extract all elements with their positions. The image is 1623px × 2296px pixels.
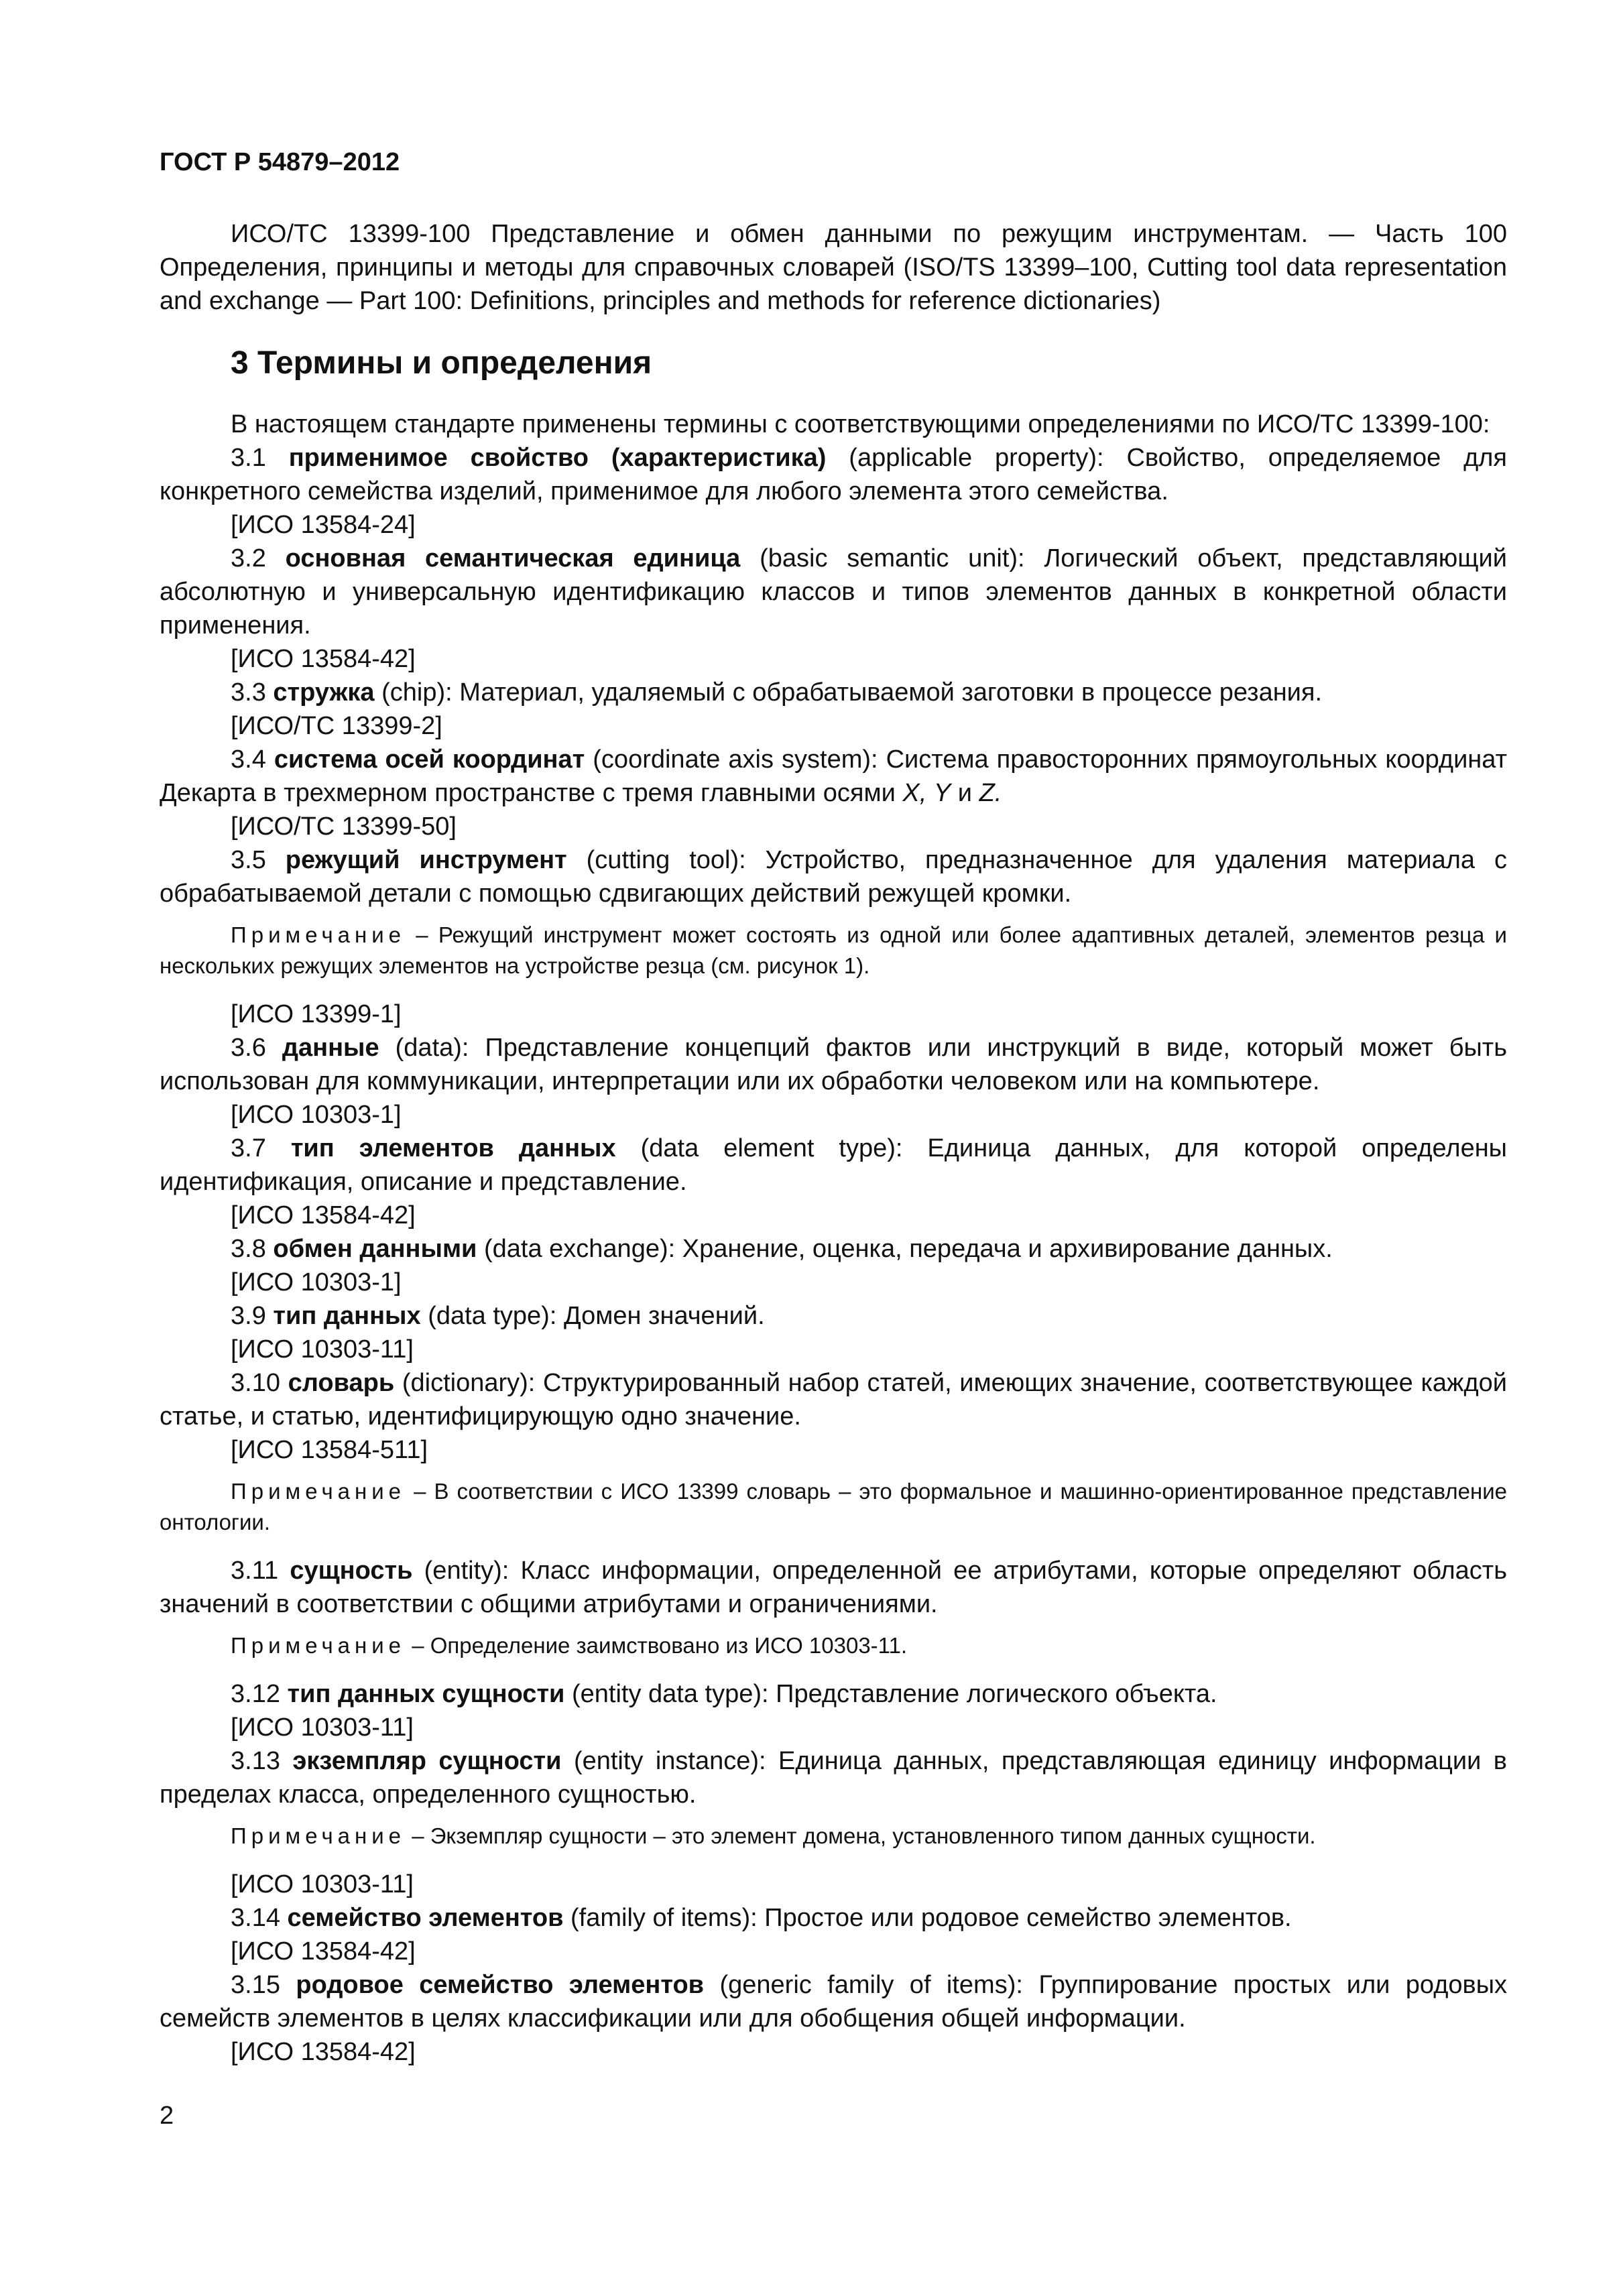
term-entry-3-6 xyxy=(160,1031,1507,1098)
page-number: 2 xyxy=(160,2102,174,2130)
term-number: 3.10 xyxy=(231,1369,280,1397)
term-definition: (data): Представление концепций фактов или инструкций в виде, который может быть использован для коммуникации, интерпретации или их обработки человеком или на компьютере. xyxy=(160,1034,1508,1095)
term-entry-3-1 xyxy=(160,441,1507,508)
term-definition: (applicable property): Свойство, определяемое для конкретного семейства изделий, применимое для любого элемента этого семейства. xyxy=(160,444,1508,505)
term-name: сущность xyxy=(290,1557,413,1585)
term-definition: (entity data type): Представление логического объекта. xyxy=(571,1680,1217,1708)
term-entry-3-4 xyxy=(160,743,1507,810)
term-note xyxy=(160,1821,1507,1852)
note-label: Примечание xyxy=(231,1633,406,1658)
term-source: [ИСО/ТС 13399-50] xyxy=(231,812,457,841)
term-entry-3-2 xyxy=(160,542,1507,642)
term-definition: (generic family of items): Группирование простых или родовых семейств элементов в целях классификации или для обобщения общей информации. xyxy=(160,1971,1508,2033)
term-name: система осей координат xyxy=(274,745,585,774)
document-code: ГОСТ Р 54879–2012 xyxy=(160,148,400,176)
term-number: 3.12 xyxy=(231,1680,280,1708)
term-name: тип данных сущности xyxy=(287,1680,565,1708)
term-source: [ИСО 13584-24] xyxy=(231,511,416,539)
section-lead: В настоящем стандарте применены термины с соответствующими определениями по ИСО/ТС 13399-100: xyxy=(231,410,1490,438)
term-source: [ИСО/ТС 13399-2] xyxy=(231,712,442,740)
axis-y: Y xyxy=(933,779,951,807)
term-definition: (basic semantic unit): Логический объект, представляющий абсолютную и универсальную идентификацию классов и типов элементов данных в конкретной области применения. xyxy=(160,544,1508,640)
term-entry-3-7 xyxy=(160,1132,1507,1199)
note-text: – Определение заимствовано из ИСО 10303-11. xyxy=(412,1633,908,1658)
term-definition: (data exchange): Хранение, оценка, передача и архивирование данных. xyxy=(483,1235,1333,1263)
term-source: [ИСО 10303-11] xyxy=(231,1713,414,1742)
term-definition: (data element type): Единица данных, для которой определены идентификация, описание и представление. xyxy=(160,1134,1507,1196)
term-name: семейство элементов xyxy=(287,1904,564,1932)
conjunction: и xyxy=(957,779,973,807)
term-number: 3.9 xyxy=(231,1302,266,1330)
note-text: – Режущий инструмент может состоять из одной или более адаптивных деталей, элементов резца и нескольких режущих элементов на устройстве резца (см. рисунок 1). xyxy=(160,922,1507,978)
term-entry-3-11 xyxy=(160,1554,1507,1621)
note-label: Примечание xyxy=(231,1479,406,1504)
term-entry-3-5 xyxy=(160,843,1507,910)
term-definition: (chip): Материал, удаляемый с обрабатываемой заготовки в процессе резания. xyxy=(381,678,1323,707)
document-page xyxy=(160,146,1507,2069)
term-name: родовое семейство элементов xyxy=(296,1971,705,1999)
term-entry-3-10 xyxy=(160,1366,1507,1433)
term-number: 3.15 xyxy=(231,1971,280,1999)
term-name: применимое свойство (характеристика) xyxy=(288,444,827,472)
term-source: [ИСО 13584-42] xyxy=(231,1201,416,1229)
term-source: [ИСО 13584-42] xyxy=(231,645,416,673)
term-definition: (family of items): Простое или родовое семейство элементов. xyxy=(570,1904,1292,1932)
term-definition: (entity): Класс информации, определенной ее атрибутами, которые определяют область значений в соответствии с общими атрибутами и ограничениями. xyxy=(160,1557,1507,1618)
term-name: словарь xyxy=(288,1369,395,1397)
term-note xyxy=(160,920,1507,981)
term-source: [ИСО 13399-1] xyxy=(231,1000,402,1028)
term-name: режущий инструмент xyxy=(285,846,567,874)
term-entry-3-12 xyxy=(160,1677,1507,1711)
note-text: – Экземпляр сущности – это элемент домена, установленного типом данных сущности. xyxy=(412,1823,1316,1848)
term-source: [ИСО 10303-11] xyxy=(231,1870,414,1898)
normative-reference: ИСО/ТС 13399-100 Представление и обмен данными по режущим инструментам. — Часть 100 Определения, принципы и методы для справочных словарей (ISO/TS 13399–100, Cutting tool data representation and exchange — Part 100: Definitions, principles and methods for reference dictionaries) xyxy=(160,220,1507,315)
term-name: данные xyxy=(282,1034,379,1062)
term-source: [ИСО 13584-42] xyxy=(231,1937,416,1966)
section-title: 3 Термины и определения xyxy=(231,345,652,381)
term-name: тип данных xyxy=(273,1302,421,1330)
term-source: [ИСО 10303-11] xyxy=(231,1335,414,1364)
term-definition: (entity instance): Единица данных, представляющая единицу информации в пределах класса, определенного сущностью. xyxy=(160,1747,1507,1809)
term-entry-3-3 xyxy=(160,676,1507,709)
term-name: основная семантическая единица xyxy=(285,544,741,572)
term-entry-3-9 xyxy=(160,1299,1507,1333)
term-source: [ИСО 13584-511] xyxy=(231,1436,428,1464)
term-source: [ИСО 13584-42] xyxy=(231,2038,416,2066)
note-label: Примечание xyxy=(231,1823,406,1848)
term-number: 3.7 xyxy=(231,1134,266,1162)
term-name: обмен данными xyxy=(273,1235,477,1263)
term-entry-3-8 xyxy=(160,1232,1507,1266)
term-number: 3.3 xyxy=(231,678,266,707)
term-name: стружка xyxy=(273,678,375,707)
term-number: 3.1 xyxy=(231,444,266,472)
term-number: 3.8 xyxy=(231,1235,266,1263)
term-definition: (coordinate axis system): Система правосторонних прямоугольных координат Декарта в трехмерном пространстве с тремя главными осями xyxy=(160,745,1507,807)
term-note xyxy=(160,1476,1507,1538)
note-label: Примечание xyxy=(231,922,406,947)
term-entry-3-13 xyxy=(160,1744,1507,1811)
term-number: 3.4 xyxy=(231,745,266,774)
term-definition: (data type): Домен значений. xyxy=(428,1302,765,1330)
term-number: 3.11 xyxy=(231,1557,279,1585)
term-entry-3-15 xyxy=(160,1968,1507,2035)
term-entry-3-14 xyxy=(160,1901,1507,1935)
term-number: 3.2 xyxy=(231,544,266,572)
term-number: 3.5 xyxy=(231,846,266,874)
term-definition: (cutting tool): Устройство, предназначенное для удаления материала с обрабатываемой детали с помощью сдвигающих действий режущей кромки. xyxy=(160,846,1508,908)
term-number: 3.13 xyxy=(231,1747,280,1775)
term-source: [ИСО 10303-1] xyxy=(231,1101,402,1129)
term-number: 3.6 xyxy=(231,1034,266,1062)
axis-x: X, xyxy=(902,779,927,807)
note-text: – В соответствии с ИСО 13399 словарь – это формальное и машинно-ориентированное представление онтологии. xyxy=(160,1479,1508,1534)
term-number: 3.14 xyxy=(231,1904,280,1932)
axis-z: Z. xyxy=(979,779,1002,807)
term-source: [ИСО 10303-1] xyxy=(231,1268,402,1296)
term-definition: (dictionary): Структурированный набор статей, имеющих значение, соответствующее каждой статье, и статью, идентифицирующую одно значение. xyxy=(160,1369,1508,1431)
term-name: экземпляр сущности xyxy=(292,1747,562,1775)
term-name: тип элементов данных xyxy=(290,1134,616,1162)
term-note xyxy=(160,1630,1507,1661)
